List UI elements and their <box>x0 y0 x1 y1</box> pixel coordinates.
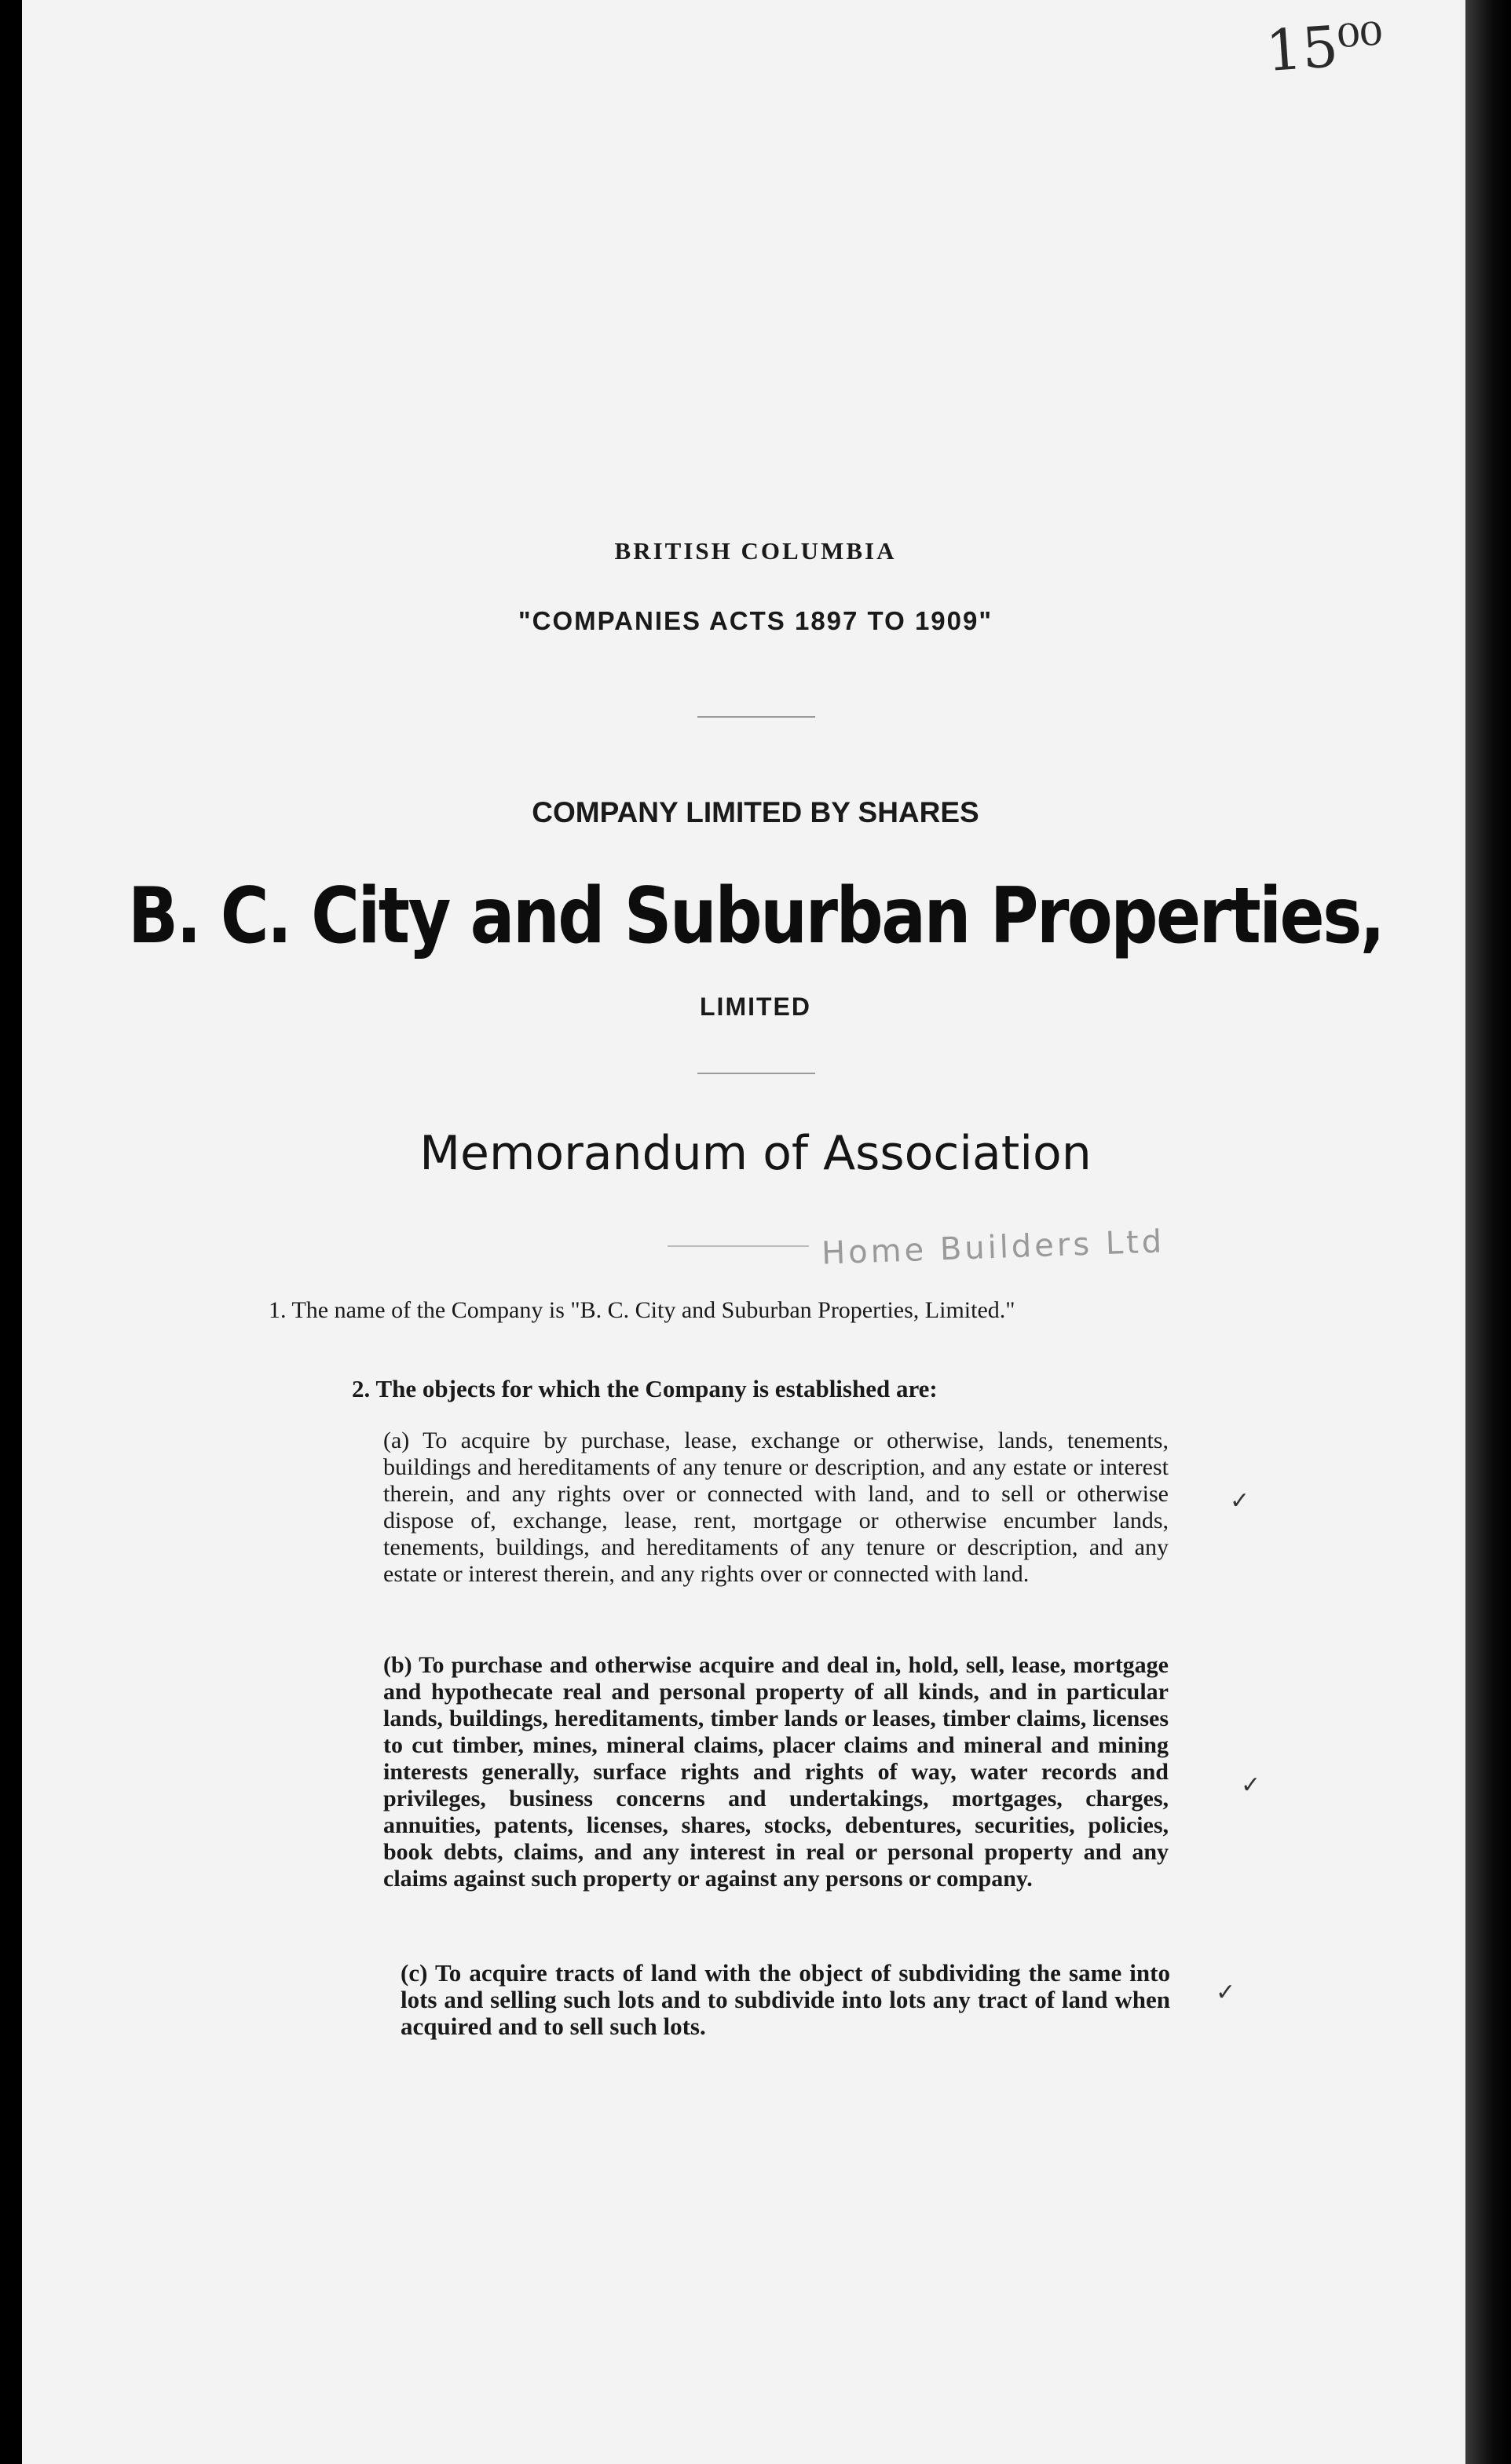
document-page <box>22 0 1465 2464</box>
company-type-heading: COMPANY LIMITED BY SHARES <box>532 796 979 828</box>
clause-2-text: The objects for which the Company is established are: <box>375 1375 938 1402</box>
document-title: Memorandum of Association <box>419 1126 1092 1181</box>
scan-edge <box>1465 0 1511 2464</box>
acts-heading: "COMPANIES ACTS 1897 TO 1909" <box>518 606 993 635</box>
clause-1-text: The name of the Company is "B. C. City and Suburban Properties, Limited." <box>291 1297 1015 1323</box>
province-heading: BRITISH COLUMBIA <box>614 537 897 565</box>
clause-1-number: 1. <box>269 1297 287 1323</box>
margin-check-mark: ✓ <box>1230 1488 1250 1514</box>
clause-2 <box>352 1376 1176 1402</box>
corner-price-note: 15⁰⁰ <box>1264 9 1386 85</box>
margin-check-mark: ✓ <box>1216 1980 1236 2005</box>
handwritten-amendment: Home Builders Ltd <box>821 1223 1165 1272</box>
clause-1 <box>269 1297 1172 1324</box>
divider <box>697 716 815 718</box>
clause-2-number: 2. <box>352 1375 371 1402</box>
divider <box>697 1073 815 1074</box>
limited-heading: LIMITED <box>700 993 811 1021</box>
divider <box>668 1245 809 1247</box>
clause-2b: (b) To purchase and otherwise acquire and deal in, hold, sell, lease, mortgage and hypothecate real and personal property of all kinds, and in particular lands, buildings, hereditaments, timber lands or leases, timber claims, licenses to cut timber, mines, mineral claims, placer claims and mineral and mining interests generally, surface rights and rights of way, water records and privileges, business concerns and undertakings, mortgages, charges, annuities, patents, licenses, shares, stocks, debentures, securities, policies, book debts, claims, and any interest in real or personal property and any claims against such property or against any persons or company. <box>383 1652 1169 1892</box>
company-name-title: B. C. City and Suburban Properties, <box>127 872 1384 961</box>
margin-check-mark: ✓ <box>1241 1772 1261 1798</box>
clause-2a: (a) To acquire by purchase, lease, exchange or otherwise, lands, tenements, buildings and hereditaments of any tenure or description, and any estate or interest therein, and any rights over or connected with land, and to sell or otherwise dispose of, exchange, lease, rent, mortgage or otherwise encumber lands, tenements, buildings, and hereditaments of any tenure or description, and any estate or interest therein, and any rights over or connected with land. <box>383 1428 1169 1587</box>
clause-2c: (c) To acquire tracts of land with the object of subdividing the same into lots and selling such lots and to subdivide into lots any tract of land when acquired and to sell such lots. <box>401 1959 1170 2040</box>
